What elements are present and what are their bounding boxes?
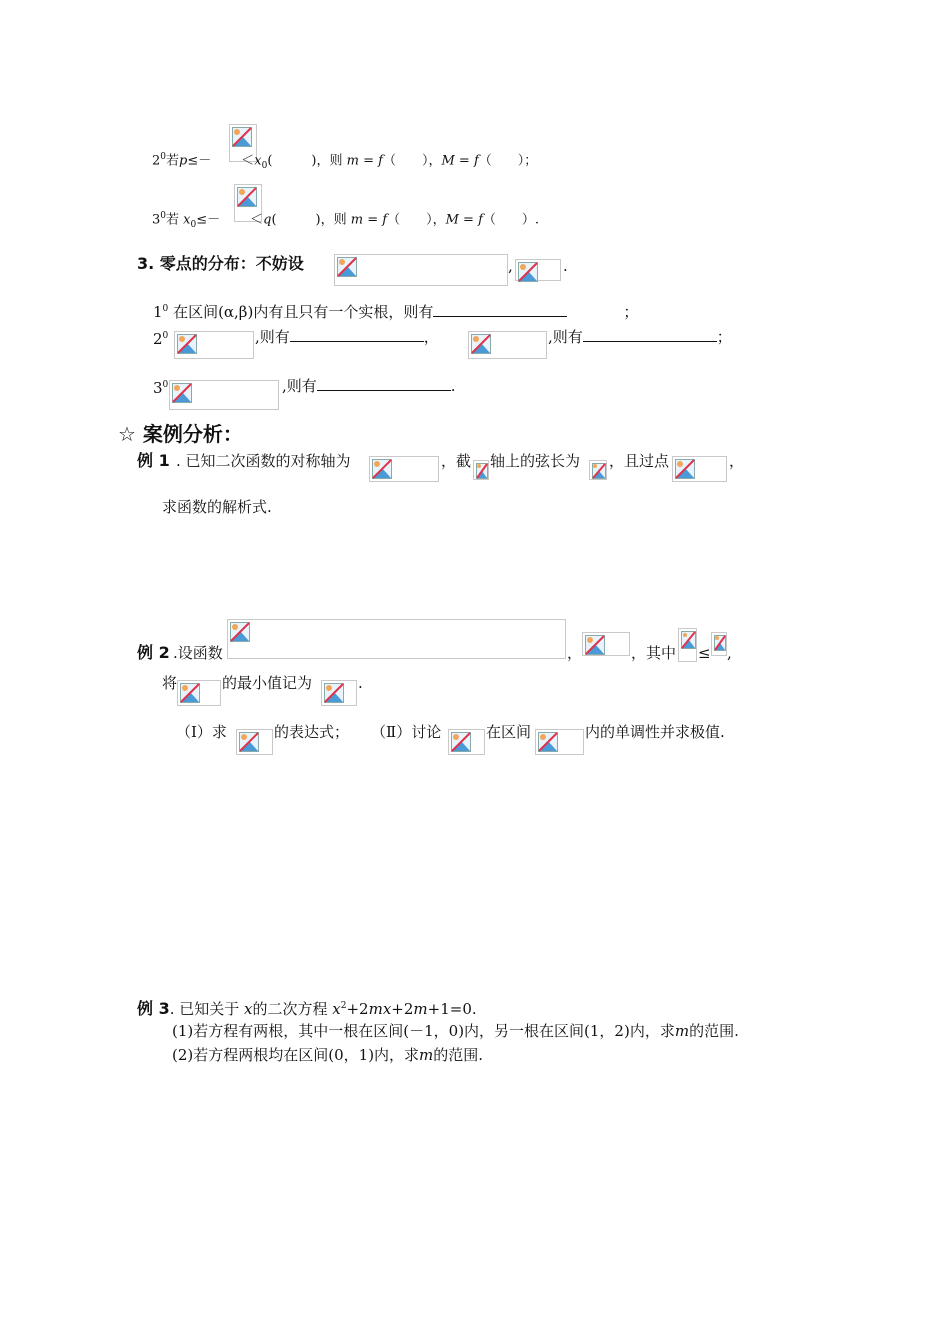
formula-image: [582, 632, 630, 656]
case-1-0: $1^0$ 在区间(α,β)内有且只有一个实根，则有 ；: [153, 303, 639, 321]
section-3-heading: 3. 零点的分布：不妨设: [137, 254, 304, 273]
example-1-text3: 轴上的弦长为: [490, 452, 581, 470]
formula-image: [589, 460, 607, 480]
example-2-q2c: 内的单调性并求极值.: [585, 723, 725, 741]
formula-image: [515, 259, 561, 281]
formula-image: [177, 680, 221, 706]
formula-image: [468, 331, 547, 359]
heading-comma: ,: [508, 257, 513, 275]
formula-image: [448, 729, 485, 755]
example-1-text2: ，截: [441, 452, 472, 470]
case-3-0-a: ,则有 .: [282, 377, 456, 395]
example-2-q2b: 在区间: [486, 723, 532, 741]
formula-image: [678, 628, 697, 662]
heading-end: .: [563, 257, 568, 275]
formula-image: [369, 456, 439, 482]
example-2-line2a: 将: [162, 674, 178, 692]
example-1-text5: ，: [729, 452, 745, 470]
example-2-q1b: 的表达式；: [274, 723, 350, 741]
example-3-part1: (1)若方程有两根，其中一根在区间(－1，0)内，另一根在区间(1，2)内，求m的范围.: [172, 1022, 739, 1040]
formula-image: [711, 632, 727, 656]
example-1-label: 例 1: [137, 451, 170, 470]
formula-image: [473, 460, 489, 480]
case-analysis-heading: ☆ 案例分析：: [118, 422, 243, 446]
example-2-line2c: .: [358, 674, 363, 692]
example-3-line1: 例 3. 已知关于 x的二次方程 $x^2+2mx+2m+1=0$.: [137, 999, 477, 1018]
case-2-0-b: ,则有 ；: [548, 328, 732, 346]
formula-image: [334, 254, 508, 286]
formula-image: [672, 456, 727, 482]
example-3-part2: (2)若方程两根均在区间(0，1)内，求m的范围.: [172, 1046, 484, 1064]
case-2-0-num: $2^0$: [153, 330, 169, 348]
example-2-text5: ,: [727, 644, 732, 662]
example-1-text1: . 已知二次函数的对称轴为: [176, 452, 351, 470]
example-2-text3: ，其中: [631, 644, 677, 662]
example-2-text2: ，: [567, 644, 583, 662]
example-2-text4: ≤: [698, 644, 711, 662]
formula-image: [535, 729, 584, 755]
formula-image: [227, 619, 566, 659]
example-1-line2: 求函数的解析式.: [162, 498, 272, 516]
example-2-label: 例 2: [137, 643, 170, 662]
line-3-0: $3^0$若 $x_0\le- <q$( )，则 m = f（ ），M = f（ ）.: [152, 211, 540, 230]
formula-image: [236, 729, 273, 755]
case-2-0-a: ,则有 ，: [255, 328, 439, 346]
example-1-text4: ，且过点: [609, 452, 670, 470]
line-2-0: $2^0$若$p\le- <x_0$( )，则 m = f（ ），M = f（ ）；: [152, 152, 538, 171]
example-2-q1a: （Ⅰ）求: [176, 723, 227, 741]
formula-image: [169, 380, 279, 410]
formula-image: [174, 331, 254, 359]
example-2-line2b: 的最小值记为: [222, 674, 313, 692]
case-3-0-num: $3^0$: [153, 379, 169, 397]
formula-image: [321, 680, 357, 706]
example-2-q2a: （Ⅱ）讨论: [371, 723, 442, 741]
example-2-text1: .设函数: [173, 644, 223, 662]
